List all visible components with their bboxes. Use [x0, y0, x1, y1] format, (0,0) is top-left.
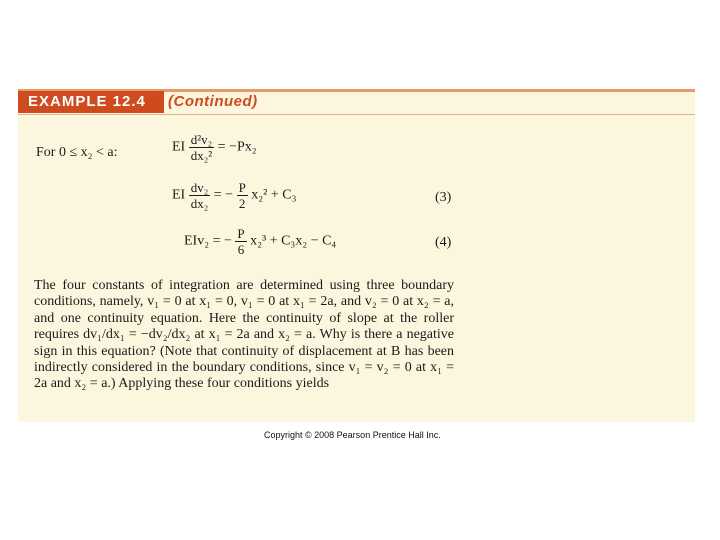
header-rule [18, 114, 695, 115]
equation-4 [184, 226, 336, 257]
eq4-coef-numerator: P [237, 226, 245, 241]
explanation-paragraph: The four constants of integration are determined using three boundary conditions, namely, v₁ = 0 at x₁ = 0, v₁ = 0 at x₁ = 2a, and v₂ = 0 at x₂ = a, and one continuity equation. Here the continuity of slope at the roller requires dv₁/dx₁ = −dv₂/dx₂ at x₁ = 2a and x₂ = a. Why is there a negative sign in this equation? (Note that continuity of displacement at B has been indirectly considered in the boundary conditions, since v₁ = v₂ = 0 at x₁ = 2a and x₂ = a.) Applying these four conditions yields [34, 278, 454, 392]
eq4-lhs: EIv₂ = − [184, 233, 232, 249]
eq3-numerator: dv₂ [190, 180, 209, 195]
eq3-coef-fraction [237, 180, 248, 211]
eq3-coef-denominator: 2 [238, 196, 246, 211]
equation-3 [172, 180, 297, 211]
eq1-rhs: = −Px₂ [217, 139, 257, 155]
condition-label: For 0 ≤ x₂ < a: [36, 145, 118, 160]
example-tag: EXAMPLE 12.4 [18, 91, 164, 113]
continued-label: (Continued) [168, 93, 258, 110]
equation-1 [172, 132, 257, 163]
eq1-denominator: dx₂² [190, 148, 213, 163]
eq3-number: (3) [435, 190, 452, 205]
eq3-fraction [189, 180, 211, 211]
eq3-mid: = − [213, 187, 234, 203]
example-header [18, 91, 695, 113]
eq1-prefix: EI [172, 139, 186, 155]
eq4-rhs: x₂³ + C₃x₂ − C₄ [250, 233, 337, 249]
eq3-coef-numerator: P [238, 180, 246, 195]
eq1-fraction [189, 132, 214, 163]
eq3-prefix: EI [172, 187, 186, 203]
copyright-notice: Copyright © 2008 Pearson Prentice Hall Inc. [264, 430, 441, 440]
eq4-number: (4) [435, 235, 452, 250]
eq4-coef-denominator: 6 [237, 242, 245, 257]
eq3-denominator: dx₂ [190, 196, 209, 211]
eq3-rhs: x₂² + C₃ [251, 187, 297, 203]
eq1-numerator: d²v₂ [190, 132, 213, 147]
eq4-coef-fraction [235, 226, 246, 257]
